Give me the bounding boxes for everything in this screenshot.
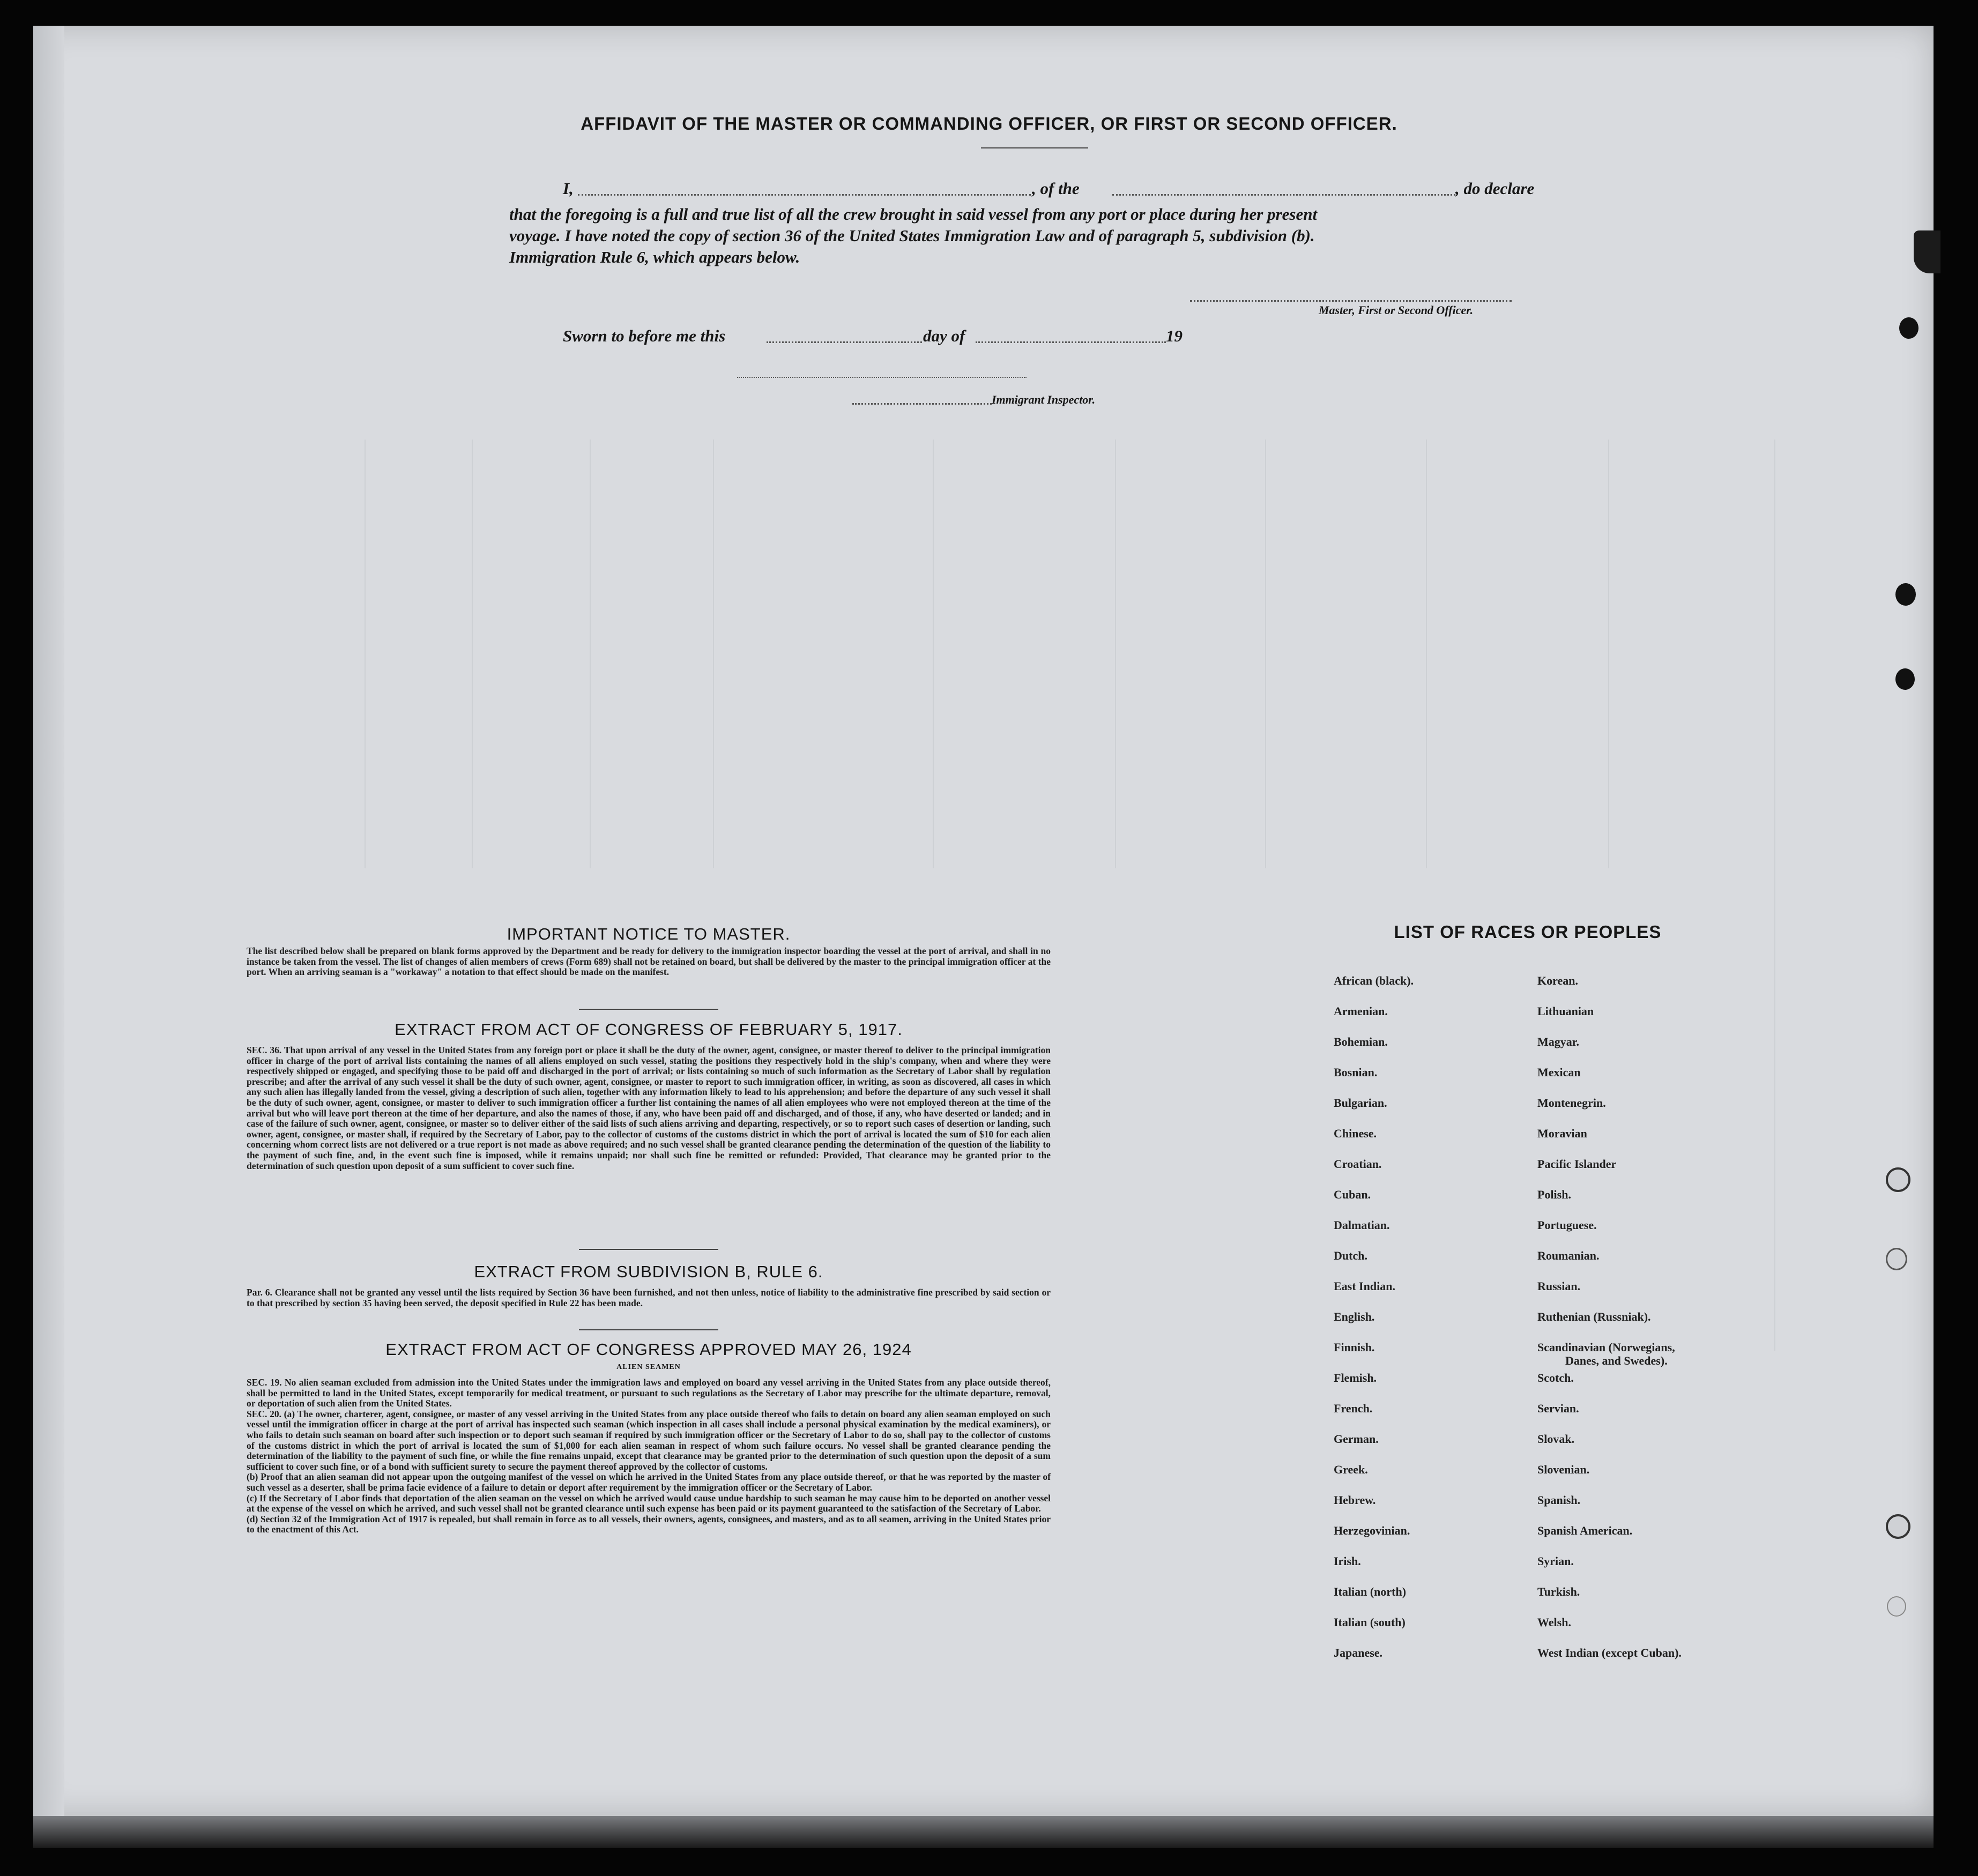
race-item: Dutch. (1334, 1249, 1367, 1262)
race-item: West Indian (except Cuban). (1537, 1646, 1682, 1659)
race-item: Dalmatian. (1334, 1218, 1390, 1232)
races-title: LIST OF RACES OR PEOPLES (1394, 922, 1662, 942)
race-item: Finnish. (1334, 1341, 1375, 1354)
sec-20c-paragraph: (c) If the Secretary of Labor finds that deportation of the alien seaman on the vessel on which he arrived would cause undue hardship to such seaman he may cause him to be deported on another vessel at the expense of the vessel on which he arrived, and such vessel shall not be granted clearance until such expense has been paid or its payment guaranteed to the satisfaction of the Secretary of Labor. (247, 1492, 1051, 1514)
race-item: Pacific Islander (1537, 1157, 1617, 1171)
vessel-blank (1112, 194, 1455, 196)
inspector-signature-line (852, 403, 992, 405)
rule6-divider (579, 1329, 718, 1330)
notice-body: The list described below shall be prepared on blank forms approved by the Department and be ready for delivery to the immigration inspector boarding the vessel at the port of arrival, and shall in no instance be taken from the vessel. The list of changes of alien members of crews (Form 689) shall not be retained on board, but shall be delivered by the master to the principal immigration officer at the port. When an arriving seaman is a "workaway" a notation to that effect should be made on the manifest. (247, 946, 1051, 978)
race-item: Chinese. (1334, 1127, 1377, 1140)
race-item: Roumanian. (1537, 1249, 1600, 1262)
punch-hole (1886, 1167, 1910, 1192)
race-item: Moravian (1537, 1127, 1587, 1140)
race-item: Japanese. (1334, 1646, 1383, 1659)
day-of-text: day of (923, 326, 965, 345)
inspector-label: Immigrant Inspector. (992, 393, 1096, 406)
punch-hole (1895, 583, 1916, 606)
affidavit-of-the: , of the (1032, 179, 1080, 198)
master-signature-label: Master, First or Second Officer. (1319, 303, 1474, 317)
race-item: Russian. (1537, 1279, 1581, 1293)
extract-1917-divider (579, 1249, 718, 1250)
title-divider (981, 147, 1088, 148)
race-item: Slovenian. (1537, 1463, 1590, 1476)
master-signature-line (1190, 300, 1512, 302)
race-item: Spanish American. (1537, 1524, 1633, 1537)
extract-1924-body (247, 1378, 1051, 1535)
form-sheet (33, 26, 1934, 1816)
year-prefix: 19 (1166, 326, 1183, 345)
affidavit-line-4: Immigration Rule 6, which appears below. (509, 248, 800, 266)
race-item: Mexican (1537, 1066, 1581, 1079)
race-item: Portuguese. (1537, 1218, 1597, 1232)
punch-hole (1886, 1514, 1910, 1539)
name-blank (578, 194, 1031, 196)
race-item: Servian. (1537, 1402, 1579, 1415)
sheet-bottom-edge (33, 1816, 1934, 1848)
race-item: French. (1334, 1402, 1373, 1415)
torn-corner (1914, 230, 1940, 273)
sworn-day-blank (767, 341, 922, 343)
punch-hole (1895, 668, 1915, 690)
notice-divider (579, 1009, 718, 1010)
race-item: German. (1334, 1432, 1379, 1446)
race-item: Italian (north) (1334, 1585, 1407, 1598)
rule6-body: Par. 6. Clearance shall not be granted any vessel until the lists required by Section 36 have been furnished, and not then unless, notice of liability to the administrative fine prescribed by said section or to that prescribed by section 35 having been served, the deposit specified in Rule 22 has been made. (247, 1287, 1051, 1308)
sec-19-paragraph: SEC. 19. No alien seaman excluded from admission into the United States under the immigration laws and employed on board any vessel arriving in the United States from any place outside thereof, shall be permitted to land in the United States, except temporarily for medical treatment, or pursuant to such regulations as the Secretary of Labor may prescribe for the ultimate departure, removal, or deportation of such alien from the United States. (247, 1377, 1051, 1409)
extract-1917-title: EXTRACT FROM ACT OF CONGRESS OF FEBRUARY 5, 1917. (395, 1020, 903, 1039)
punch-hole (1887, 1596, 1906, 1617)
affidavit-declare: , do declare (1455, 179, 1535, 198)
race-item: Irish. (1334, 1554, 1361, 1568)
sec-20a-paragraph: SEC. 20. (a) The owner, charterer, agent, consignee, or master of any vessel arriving in the United States from any place outside thereof who fails to detain on board any alien seaman employed on such vessel until the immigration officer in charge at the port of arrival has inspected such seaman (which inspection in all cases shall include a personal physical examination by the medical examiners), or who fails to detain such seaman on board after such inspection or to deport such seaman if required by such immigration officer or the Secretary of Labor to do so, shall pay to the collector of customs of the customs district in which the port of arrival is located the sum of $1,000 for each alien seaman in respect of whom such failure occurs. No vessel shall be granted clearance pending the determination of the liability to the payment of such fine, or while the fine remains unpaid, except that clearance may be granted prior to the determination of such question upon the deposit of a sum sufficient to cover such fine, or of a bond with sufficient surety to secure the payment thereof approved by the collector of customs. (247, 1408, 1051, 1472)
sheet-left-edge (33, 26, 64, 1816)
race-item: Syrian. (1537, 1554, 1574, 1568)
race-item: Slovak. (1537, 1432, 1575, 1446)
race-item: Greek. (1334, 1463, 1368, 1476)
race-item: Armenian. (1334, 1004, 1388, 1018)
race-item: Flemish. (1334, 1371, 1377, 1384)
race-item: Korean. (1537, 974, 1578, 987)
affidavit-line-2: that the foregoing is a full and true list of all the crew brought in said vessel from any port or place during her present (509, 205, 1318, 224)
race-item: Polish. (1537, 1188, 1571, 1201)
race-item: Montenegrin. (1537, 1096, 1606, 1110)
race-item: Ruthenian (Russniak). (1537, 1310, 1651, 1323)
race-item: Bulgarian. (1334, 1096, 1387, 1110)
extract-1924-title: EXTRACT FROM ACT OF CONGRESS APPROVED MAY 26, 1924 (385, 1340, 912, 1359)
affidavit-line-3: voyage. I have noted the copy of section 36 of the United States Immigration Law and of paragraph 5, subdivision (b). (509, 226, 1315, 245)
punch-hole (1899, 317, 1918, 339)
race-item: Cuban. (1334, 1188, 1371, 1201)
affidavit-title: AFFIDAVIT OF THE MASTER OR COMMANDING OFFICER, OR FIRST OR SECOND OFFICER. (581, 114, 1397, 133)
race-item: Turkish. (1537, 1585, 1580, 1598)
affidavit-i: I, (563, 179, 574, 198)
sec-20b-paragraph: (b) Proof that an alien seaman did not appear upon the outgoing manifest of the vessel on which he arrived in the United States from any place outside thereof, or that he was reported by the master of such vessel as a deserter, shall be prima facie evidence of a failure to detain or deport after requirement by the immigration officer or the Secretary of Labor. (247, 1471, 1051, 1493)
punch-hole (1886, 1248, 1907, 1270)
race-item: Welsh. (1537, 1616, 1571, 1629)
race-item: Lithuanian (1537, 1004, 1594, 1018)
race-item: Scandinavian (Norwegians, (1537, 1341, 1675, 1354)
alien-seamen-subtitle: ALIEN SEAMEN (616, 1363, 681, 1371)
sworn-month-blank (976, 341, 1166, 343)
extract-1917-body: SEC. 36. That upon arrival of any vessel in the United States from any foreign port or place it shall be the duty of the owner, agent, consignee, or master thereof to deliver to the principal immigration officer in charge of the port of arrival lists containing the names of all aliens employed on such vessel, stating the positions they respectively hold in the ship's company, when and where they were respectively shipped or engaged, and specifying those to be paid off and discharged in the port of arrival; or lists containing so much of such information as the Secretary of Labor shall by regulation prescribe; and after the arrival of any such vessel it shall be the duty of such owner, agent, consignee, or master to report to such immigration officer, in writing, as soon as discovered, all cases in which any such alien has illegally landed from the vessel, giving a description of such alien, together with any information likely to lead to his apprehension; and before the departure of any such vessel it shall be the duty of such owner, agent, consignee, or master to deliver to such immigration officer a further list containing the names of all alien employees who were not employed thereon at the time of the arrival but who will leave port thereon at the time of her departure, and also the names of those, if any, who have been paid off and discharged, and of those, if any, who have deserted or landed; and in case of the failure of such owner, agent, consignee, or master so to deliver either of the said lists of such aliens arriving and departing, respectively, or so to report such cases of desertion or landing, such owner, agent, consignee, or master shall, if required by the Secretary of Labor, pay to the collector of customs of the customs district in which the port of arrival is located the sum of $10 for each alien concerning whom correct lists are not delivered or a true report is not made as above required; and no such vessel shall be granted clearance pending the determination of the question of the liability to the payment of such fine, and, in the event such fine is imposed, while it remains unpaid; nor shall such fine be remitted or refunded: Provided, That clearance may be granted prior to the determination of such question upon deposit of a sum sufficient to cover such fine. (247, 1045, 1051, 1171)
race-item: Bosnian. (1334, 1066, 1378, 1079)
race-item: Croatian. (1334, 1157, 1382, 1171)
inspector-upper-line (737, 377, 1027, 378)
race-item: Hebrew. (1334, 1493, 1376, 1507)
sworn-text: Sworn to before me this (563, 326, 726, 345)
race-item: Magyar. (1537, 1035, 1580, 1048)
race-item: Scotch. (1537, 1371, 1574, 1384)
notice-title: IMPORTANT NOTICE TO MASTER. (507, 925, 791, 943)
race-item: East Indian. (1334, 1279, 1395, 1293)
race-item: Danes, and Swedes). (1565, 1354, 1668, 1367)
sec-20d-paragraph: (d) Section 32 of the Immigration Act of 1917 is repealed, but shall remain in force as to all vessels, their owners, agents, consignees, and masters, and as to all seamen, arriving in the United States prior to the enactment of this Act. (247, 1513, 1051, 1535)
race-item: Italian (south) (1334, 1616, 1406, 1629)
race-item: Spanish. (1537, 1493, 1581, 1507)
race-item: English. (1334, 1310, 1375, 1323)
race-item: Herzegovinian. (1334, 1524, 1410, 1537)
race-item: Bohemian. (1334, 1035, 1388, 1048)
race-item: African (black). (1334, 974, 1414, 987)
rule6-title: EXTRACT FROM SUBDIVISION B, RULE 6. (474, 1262, 823, 1281)
